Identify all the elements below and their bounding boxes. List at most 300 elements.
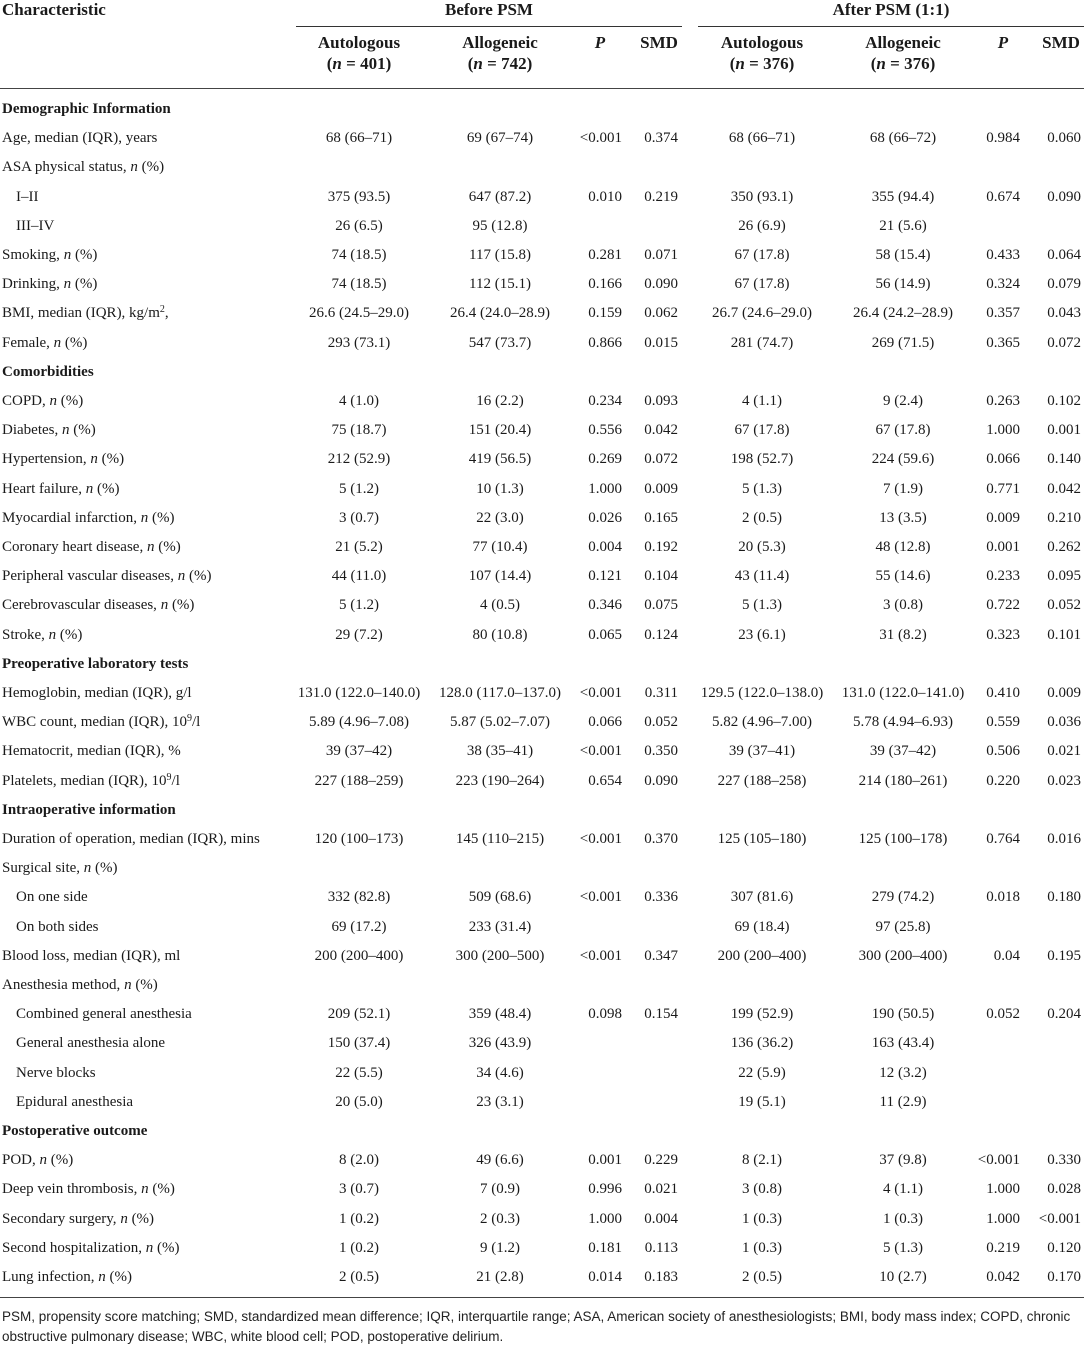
table-row xyxy=(0,621,1084,650)
table-row xyxy=(0,153,1084,182)
table-cell: 350 (93.1) xyxy=(730,189,794,205)
table-cell: 0.009 xyxy=(644,481,678,497)
table-cell: 4 (1.0) xyxy=(339,393,379,409)
column-header-after-autologous: Autologous (n = 376) xyxy=(720,33,804,73)
table-cell: 68 (66–71) xyxy=(325,130,393,146)
row-label: ASA physical status, n (%) xyxy=(2,159,165,175)
table-cell: 0.324 xyxy=(986,276,1020,292)
section-header-row xyxy=(0,95,1084,124)
table-cell: 0.170 xyxy=(1047,1269,1081,1285)
table-cell: 0.043 xyxy=(1047,305,1081,321)
table-cell: 74 (18.5) xyxy=(331,276,387,292)
table-cell: 0.021 xyxy=(644,1181,678,1197)
row-label: Stroke, n (%) xyxy=(2,627,83,643)
table-cell: 0.556 xyxy=(588,422,622,438)
table-cell: 9 (1.2) xyxy=(480,1240,520,1256)
table-cell: 5.78 (4.94–6.93) xyxy=(853,714,953,730)
table-cell: <0.001 xyxy=(977,1152,1020,1168)
table-cell: 332 (82.8) xyxy=(327,889,391,905)
table-row xyxy=(0,942,1084,971)
bottom-rule xyxy=(0,1297,1084,1298)
table-cell: 199 (52.9) xyxy=(730,1006,794,1022)
table-row xyxy=(0,767,1084,796)
table-cell: 120 (100–173) xyxy=(314,831,404,847)
table-row xyxy=(0,416,1084,445)
table-cell: 0.036 xyxy=(1047,714,1081,730)
table-cell: 0.159 xyxy=(588,305,622,321)
table-cell: 0.004 xyxy=(644,1211,678,1227)
table-cell: 0.052 xyxy=(644,714,678,730)
table-cell: 209 (52.1) xyxy=(327,1006,391,1022)
table-cell: 0.023 xyxy=(1047,773,1081,789)
table-cell: 269 (71.5) xyxy=(871,335,935,351)
column-header-before-smd: SMD xyxy=(640,33,678,52)
table-row xyxy=(0,475,1084,504)
column-header-before-allogeneic: Allogeneic (n = 742) xyxy=(462,33,538,73)
table-cell: 129.5 (122.0–138.0) xyxy=(700,685,824,701)
table-cell: 13 (3.5) xyxy=(879,510,927,526)
row-label: Second hospitalization, n (%) xyxy=(2,1240,180,1256)
section-label: Postoperative outcome xyxy=(2,1123,148,1139)
table-cell: 44 (11.0) xyxy=(331,568,387,584)
row-label: On one side xyxy=(16,889,88,905)
table-cell: 0.771 xyxy=(986,481,1020,497)
table-cell: 67 (17.8) xyxy=(734,422,790,438)
table-cell: 0.052 xyxy=(986,1006,1020,1022)
section-label: Intraoperative information xyxy=(2,802,176,818)
table-cell: 1.000 xyxy=(588,1211,622,1227)
section-label: Comorbidities xyxy=(2,364,94,380)
row-label: Epidural anesthesia xyxy=(16,1094,134,1110)
table-cell: 0.140 xyxy=(1047,451,1081,467)
table-cell: 3 (0.7) xyxy=(339,510,379,526)
table-cell: 0.120 xyxy=(1047,1240,1081,1256)
table-cell: 200 (200–400) xyxy=(717,948,807,964)
row-label: WBC count, median (IQR), $10^9/l$ xyxy=(2,713,201,730)
table-cell: 375 (93.5) xyxy=(327,189,391,205)
section-label: Preoperative laboratory tests xyxy=(2,656,189,672)
table-cell: 0.072 xyxy=(644,451,678,467)
table-cell: 22 (3.0) xyxy=(476,510,524,526)
table-cell: 75 (18.7) xyxy=(331,422,387,438)
table-cell: 97 (25.8) xyxy=(875,919,931,935)
table-cell: 19 (5.1) xyxy=(738,1094,786,1110)
table-row xyxy=(0,1088,1084,1117)
table-cell: 0.336 xyxy=(644,889,678,905)
table-cell: 21 (5.2) xyxy=(335,539,383,555)
table-cell: 80 (10.8) xyxy=(472,627,528,643)
table-cell: 0.357 xyxy=(986,305,1020,321)
section-header-row xyxy=(0,650,1084,679)
table-row xyxy=(0,387,1084,416)
table-cell: 0.042 xyxy=(1047,481,1081,497)
table-cell: 0.026 xyxy=(588,510,622,526)
table-cell: 10 (2.7) xyxy=(879,1269,927,1285)
table-cell: 0.311 xyxy=(644,685,678,701)
table-cell: 29 (7.2) xyxy=(335,627,383,643)
table-cell: 300 (200–400) xyxy=(858,948,948,964)
table-header xyxy=(0,0,1084,88)
table-cell: 4 (1.1) xyxy=(883,1181,923,1197)
table-cell: 647 (87.2) xyxy=(468,189,532,205)
row-label: Hypertension, n (%) xyxy=(2,451,125,467)
table-cell: 31 (8.2) xyxy=(879,627,927,643)
table-cell: 39 (37–42) xyxy=(869,743,937,759)
table-cell: 509 (68.6) xyxy=(468,889,532,905)
row-label: Heart failure, n (%) xyxy=(2,481,120,497)
table-row xyxy=(0,329,1084,358)
after-psm-underline xyxy=(698,26,1084,27)
table-cell: 0.996 xyxy=(588,1181,622,1197)
table-cell: 0.180 xyxy=(1047,889,1081,905)
table-cell: 2 (0.5) xyxy=(742,1269,782,1285)
table-cell: 125 (100–178) xyxy=(858,831,948,847)
table-cell: 34 (4.6) xyxy=(476,1065,524,1081)
table-cell: 0.233 xyxy=(986,568,1020,584)
table-cell: 0.04 xyxy=(993,948,1020,964)
table-cell: 0.060 xyxy=(1047,130,1081,146)
table-cell: 26 (6.9) xyxy=(738,218,786,234)
table-cell: 0.346 xyxy=(588,597,622,613)
table-row xyxy=(0,445,1084,474)
table-row xyxy=(0,299,1084,328)
table-cell: 0.192 xyxy=(644,539,678,555)
table-cell: 136 (36.2) xyxy=(730,1035,794,1051)
table-cell: 23 (3.1) xyxy=(476,1094,524,1110)
table-cell: 0.066 xyxy=(986,451,1020,467)
row-label: Peripheral vascular diseases, n (%) xyxy=(2,568,212,584)
row-label: Nerve blocks xyxy=(16,1065,96,1081)
table-row xyxy=(0,1205,1084,1234)
table-row xyxy=(0,1000,1084,1029)
table-cell: 151 (20.4) xyxy=(468,422,532,438)
table-cell: 1 (0.3) xyxy=(742,1211,782,1227)
table-footnote: PSM, propensity score matching; SMD, standardized mean difference; IQR, interquartile range; ASA, American society of anesthesiologists; BMI, body mass index; COPD, chronic obstructive pulmonary disease; WBC, white blood cell; POD, postoperative delirium. xyxy=(2,1309,1071,1344)
table-row xyxy=(0,1029,1084,1058)
table-cell: 55 (14.6) xyxy=(875,568,931,584)
table-cell: 163 (43.4) xyxy=(871,1035,935,1051)
table-cell: 39 (37–41) xyxy=(728,743,796,759)
table-cell: 48 (12.8) xyxy=(875,539,931,555)
table-cell: 9 (2.4) xyxy=(883,393,923,409)
table-row xyxy=(0,241,1084,270)
table-cell: 67 (17.8) xyxy=(734,247,790,263)
section-label: Demographic Information xyxy=(2,101,171,117)
table-cell: 227 (188–258) xyxy=(717,773,807,789)
table-cell: 69 (17.2) xyxy=(331,919,387,935)
table-cell: 68 (66–71) xyxy=(728,130,796,146)
table-cell: 233 (31.4) xyxy=(468,919,532,935)
column-header-before-autologous: Autologous (n = 401) xyxy=(317,33,401,73)
table-cell: 0.028 xyxy=(1047,1181,1081,1197)
table-cell: 43 (11.4) xyxy=(734,568,790,584)
row-label: COPD, n (%) xyxy=(2,393,84,409)
table-row xyxy=(0,124,1084,153)
table-cell: 68 (66–72) xyxy=(869,130,937,146)
table-cell: 0.062 xyxy=(644,305,678,321)
table-cell: 74 (18.5) xyxy=(331,247,387,263)
table-cell: 5.87 (5.02–7.07) xyxy=(450,714,550,730)
table-cell: 150 (37.4) xyxy=(327,1035,391,1051)
row-label: Deep vein thrombosis, n (%) xyxy=(2,1181,175,1197)
table-row xyxy=(0,1175,1084,1204)
table-cell: 0.010 xyxy=(588,189,622,205)
table-cell: 0.090 xyxy=(644,276,678,292)
column-header-before-p: P xyxy=(594,33,606,52)
table-cell: 0.506 xyxy=(986,743,1020,759)
after-psm-header: After PSM (1:1) xyxy=(832,0,950,19)
table-cell: 5 (1.3) xyxy=(742,597,782,613)
table-cell: 3 (0.8) xyxy=(742,1181,782,1197)
table-cell: 0.042 xyxy=(644,422,678,438)
table-cell: 0.234 xyxy=(588,393,622,409)
table-row xyxy=(0,737,1084,766)
table-cell: 0.204 xyxy=(1047,1006,1081,1022)
row-label: Age, median (IQR), years xyxy=(2,130,158,146)
table-cell: 0.350 xyxy=(644,743,678,759)
table-cell: 0.764 xyxy=(986,831,1020,847)
table-cell: 0.866 xyxy=(588,335,622,351)
table-cell: 16 (2.2) xyxy=(476,393,524,409)
table-cell: 419 (56.5) xyxy=(468,451,532,467)
table-cell: 1.000 xyxy=(986,422,1020,438)
table-cell: 0.263 xyxy=(986,393,1020,409)
table-cell: 49 (6.6) xyxy=(476,1152,524,1168)
table-cell: 1 (0.2) xyxy=(339,1211,379,1227)
table-row xyxy=(0,1234,1084,1263)
table-cell: 20 (5.3) xyxy=(738,539,786,555)
table-cell: 0.219 xyxy=(986,1240,1020,1256)
table-cell: 0.001 xyxy=(1047,422,1081,438)
table-cell: 5 (1.2) xyxy=(339,597,379,613)
table-cell: 0.219 xyxy=(644,189,678,205)
column-header-after-smd: SMD xyxy=(1042,33,1080,52)
section-header-row xyxy=(0,796,1084,825)
table-cell: 0.347 xyxy=(644,948,678,964)
table-cell: 0.009 xyxy=(986,510,1020,526)
table-cell: 8 (2.1) xyxy=(742,1152,782,1168)
table-cell: 0.079 xyxy=(1047,276,1081,292)
table-cell: 0.001 xyxy=(986,539,1020,555)
row-label: BMI, median (IQR), $kg/m^2$, xyxy=(2,304,169,321)
table-cell: 38 (35–41) xyxy=(466,743,534,759)
table-cell: 12 (3.2) xyxy=(879,1065,927,1081)
table-cell: 69 (67–74) xyxy=(466,130,534,146)
table-row xyxy=(0,591,1084,620)
table-cell: 0.071 xyxy=(644,247,678,263)
table-cell: 0.075 xyxy=(644,597,678,613)
table-cell: 547 (73.7) xyxy=(468,335,532,351)
table-cell: <0.001 xyxy=(579,743,622,759)
table-cell: 0.066 xyxy=(588,714,622,730)
table-cell: 0.090 xyxy=(1047,189,1081,205)
table-cell: <0.001 xyxy=(1038,1211,1081,1227)
table-cell: 0.015 xyxy=(644,335,678,351)
table-cell: 2 (0.5) xyxy=(742,510,782,526)
table-cell: 0.654 xyxy=(588,773,622,789)
table-cell: 0.095 xyxy=(1047,568,1081,584)
table-cell: 37 (9.8) xyxy=(879,1152,927,1168)
table-cell: 0.102 xyxy=(1047,393,1081,409)
row-label: Combined general anesthesia xyxy=(16,1006,192,1022)
row-label: Secondary surgery, n (%) xyxy=(2,1211,155,1227)
column-header-after-p: P xyxy=(997,33,1009,52)
table-cell: 326 (43.9) xyxy=(468,1035,532,1051)
table-cell: 131.0 (122.0–141.0) xyxy=(841,685,965,701)
table-cell: 4 (1.1) xyxy=(742,393,782,409)
table-row xyxy=(0,883,1084,912)
table-cell: 0.220 xyxy=(986,773,1020,789)
table-cell: 21 (5.6) xyxy=(879,218,927,234)
table-cell: 7 (0.9) xyxy=(480,1181,520,1197)
table-cell: 0.042 xyxy=(986,1269,1020,1285)
table-cell: 112 (15.1) xyxy=(469,276,531,292)
row-label: Hematocrit, median (IQR), % xyxy=(2,743,181,759)
table-cell: 0.104 xyxy=(644,568,678,584)
table-cell: 22 (5.9) xyxy=(738,1065,786,1081)
table-cell: 0.124 xyxy=(644,627,678,643)
table-cell: <0.001 xyxy=(579,130,622,146)
table-cell: 0.052 xyxy=(1047,597,1081,613)
table-cell: 23 (6.1) xyxy=(738,627,786,643)
row-label: On both sides xyxy=(16,919,99,935)
table-cell: 131.0 (122.0–140.0) xyxy=(297,685,421,701)
table-cell: 200 (200–400) xyxy=(314,948,404,964)
table-cell: 5.89 (4.96–7.08) xyxy=(309,714,409,730)
table-cell: 11 (2.9) xyxy=(879,1094,927,1110)
table-cell: <0.001 xyxy=(579,685,622,701)
table-row xyxy=(0,708,1084,737)
table-cell: 5 (1.3) xyxy=(742,481,782,497)
table-cell: 26.4 (24.0–28.9) xyxy=(450,305,550,321)
table-cell: 69 (18.4) xyxy=(734,919,790,935)
table-cell: 0.262 xyxy=(1047,539,1081,555)
table-cell: 21 (2.8) xyxy=(476,1269,524,1285)
characteristic-header: Characteristic xyxy=(2,0,106,19)
table-cell: 0.016 xyxy=(1047,831,1081,847)
section-header-row xyxy=(0,358,1084,387)
table-row xyxy=(0,971,1084,1000)
table-cell: 77 (10.4) xyxy=(472,539,528,555)
row-label: Coronary heart disease, n (%) xyxy=(2,539,181,555)
row-label: Surgical site, n (%) xyxy=(2,860,118,876)
table-cell: 198 (52.7) xyxy=(730,451,794,467)
table-cell: 125 (105–180) xyxy=(717,831,807,847)
table-row xyxy=(0,825,1084,854)
section-header-row xyxy=(0,1117,1084,1146)
row-label: Anesthesia method, n (%) xyxy=(2,977,158,993)
row-label: Lung infection, n (%) xyxy=(2,1269,132,1285)
table-cell: 39 (37–42) xyxy=(325,743,393,759)
table-cell: 3 (0.8) xyxy=(883,597,923,613)
row-label: Drinking, n (%) xyxy=(2,276,98,292)
table-cell: 0.090 xyxy=(644,773,678,789)
before-psm-underline xyxy=(296,26,682,27)
table-cell: 0.093 xyxy=(644,393,678,409)
table-cell: 214 (180–261) xyxy=(858,773,948,789)
header-rule xyxy=(0,88,1084,89)
table-cell: 2 (0.5) xyxy=(339,1269,379,1285)
table-cell: 8 (2.0) xyxy=(339,1152,379,1168)
table-cell: 128.0 (117.0–137.0) xyxy=(439,685,561,701)
table-row xyxy=(0,679,1084,708)
table-cell: 26.7 (24.6–29.0) xyxy=(712,305,812,321)
row-label: POD, n (%) xyxy=(2,1152,74,1168)
table-cell: 1 (0.3) xyxy=(742,1240,782,1256)
table-row xyxy=(0,533,1084,562)
table-cell: 1.000 xyxy=(588,481,622,497)
before-psm-header: Before PSM xyxy=(445,0,533,19)
table-cell: 3 (0.7) xyxy=(339,1181,379,1197)
table-cell: 117 (15.8) xyxy=(469,247,531,263)
table-cell: 67 (17.8) xyxy=(734,276,790,292)
table-row xyxy=(0,212,1084,241)
table-cell: 0.001 xyxy=(588,1152,622,1168)
table-cell: 307 (81.6) xyxy=(730,889,794,905)
table-cell: 0.984 xyxy=(986,130,1020,146)
table-cell: <0.001 xyxy=(579,889,622,905)
table-cell: 0.183 xyxy=(644,1269,678,1285)
table-cell: 223 (190–264) xyxy=(455,773,545,789)
table-cell: 7 (1.9) xyxy=(883,481,923,497)
table-cell: 5 (1.3) xyxy=(883,1240,923,1256)
table-cell: 1 (0.2) xyxy=(339,1240,379,1256)
table-row xyxy=(0,504,1084,533)
table-cell: 0.181 xyxy=(588,1240,622,1256)
row-label: Hemoglobin, median (IQR), g/l xyxy=(2,685,192,701)
table-cell: 190 (50.5) xyxy=(871,1006,935,1022)
row-label: Myocardial infarction, n (%) xyxy=(2,510,175,526)
table-cell: 0.072 xyxy=(1047,335,1081,351)
table-cell: 58 (15.4) xyxy=(875,247,931,263)
row-label: Platelets, median (IQR), $10^9/l$ xyxy=(2,772,180,789)
table-row xyxy=(0,562,1084,591)
table-cell: 0.269 xyxy=(588,451,622,467)
table-cell: 1.000 xyxy=(986,1211,1020,1227)
table-cell: 4 (0.5) xyxy=(480,597,520,613)
table-cell: 0.433 xyxy=(986,247,1020,263)
table-cell: 26.4 (24.2–28.9) xyxy=(853,305,953,321)
table-cell: 0.064 xyxy=(1047,247,1081,263)
table-row xyxy=(0,1059,1084,1088)
table-cell: 0.323 xyxy=(986,627,1020,643)
table-cell: 0.195 xyxy=(1047,948,1081,964)
column-header-after-allogeneic: Allogeneic (n = 376) xyxy=(865,33,941,73)
row-label: Female, n (%) xyxy=(2,335,88,351)
table-cell: 0.674 xyxy=(986,189,1020,205)
row-label: I–II xyxy=(16,189,39,205)
table-row xyxy=(0,183,1084,212)
table-cell: <0.001 xyxy=(579,831,622,847)
table-cell: 227 (188–259) xyxy=(314,773,404,789)
table-cell: 0.722 xyxy=(986,597,1020,613)
table-cell: 20 (5.0) xyxy=(335,1094,383,1110)
table-cell: 5.82 (4.96–7.00) xyxy=(712,714,812,730)
table-cell: 1.000 xyxy=(986,1181,1020,1197)
table-cell: 0.004 xyxy=(588,539,622,555)
table-cell: 0.559 xyxy=(986,714,1020,730)
table-cell: 2 (0.3) xyxy=(480,1211,520,1227)
table-cell: 0.113 xyxy=(644,1240,678,1256)
table-cell: 10 (1.3) xyxy=(476,481,524,497)
table-row xyxy=(0,854,1084,883)
table-cell: 359 (48.4) xyxy=(468,1006,532,1022)
row-label: Smoking, n (%) xyxy=(2,247,98,263)
table-cell: 0.210 xyxy=(1047,510,1081,526)
table-cell: 26.6 (24.5–29.0) xyxy=(309,305,409,321)
row-label: Blood loss, median (IQR), ml xyxy=(2,948,181,964)
table-cell: 0.365 xyxy=(986,335,1020,351)
